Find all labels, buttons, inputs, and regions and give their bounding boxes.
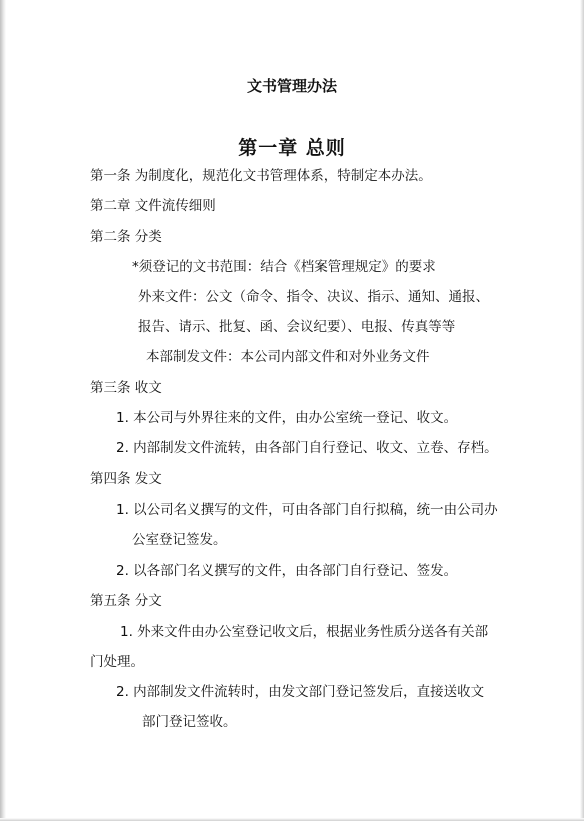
article-5-heading: 第五条 分文 [90,593,162,609]
article-5-item-2-cont: 部门登记签收。 [142,714,237,730]
article-2-scope: *须登记的文书范围：结合《档案管理规定》的要求 [132,259,436,275]
article-2-external-1: 外来文件：公文（命令、指令、决议、指示、通知、通报、 [138,289,489,305]
article-5-item-1: 1. 外来文件由办公室登记收文后，根据业务性质分送各有关部 [120,624,489,640]
article-5-item-2: 2. 内部制发文件流转时，由发文部门登记签发后，直接送收文 [116,684,485,700]
page-right-edge [580,0,584,821]
article-3-item-2: 2. 内部制发文件流转，由各部门自行登记、收文、立卷、存档。 [116,440,498,456]
article-3-heading: 第三条 收文 [90,380,162,396]
article-4-item-2: 2. 以各部门名义撰写的文件，由各部门自行登记、签发。 [116,563,458,579]
article-2-external-2: 报告、请示、批复、函、会议纪要）、电报、传真等等 [138,319,456,335]
chapter-heading: 第一章 总则 [238,137,346,159]
chapter-2-heading: 第二章 文件流传细则 [90,198,216,214]
article-3-item-1: 1. 本公司与外界往来的文件，由办公室统一登记、收文。 [116,410,458,426]
article-1: 第一条 为制度化，规范化文书管理体系，特制定本办法。 [90,168,432,184]
article-4-item-1: 1. 以公司名义撰写的文件，可由各部门自行拟稿，统一由公司办 [116,502,498,518]
article-2-internal: 本部制发文件：本公司内部文件和对外业务文件 [146,349,430,365]
page-left-edge [0,0,6,821]
article-2-heading: 第二条 分类 [90,229,162,245]
document-title: 文书管理办法 [246,77,337,95]
article-4-heading: 第四条 发文 [90,471,162,487]
article-4-item-1-cont: 公室登记签发。 [132,532,227,548]
article-5-item-1-cont: 门处理。 [90,654,144,670]
